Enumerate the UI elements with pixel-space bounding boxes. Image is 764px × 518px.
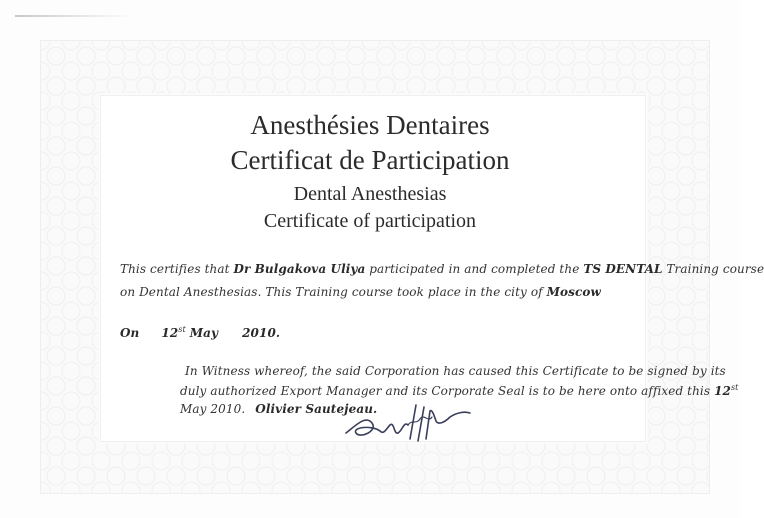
signer-name: Olivier Sautejeau. [255, 402, 378, 416]
witness-day-suffix: st [730, 383, 739, 392]
body-text: participated in and completed the [369, 262, 580, 276]
scan-edge-mark [15, 15, 135, 17]
witness-date: May 2010. [180, 402, 246, 416]
date-day-suffix: st [178, 325, 186, 334]
date-year: 2010. [242, 326, 281, 340]
witness-text: duly authorized Export Manager and its Corporate Seal is to be here onto affixed this [180, 384, 711, 398]
participant-name: Dr Bulgakova Uliya [233, 262, 366, 276]
witness-day: 12 [714, 384, 731, 398]
date-month: May [189, 326, 219, 340]
title-en: Dental Anesthesias [293, 183, 447, 205]
body-line-2 [120, 285, 601, 299]
date-on-label: On [120, 326, 140, 340]
body-text: Training course [666, 262, 764, 276]
title-fr: Anesthésies Dentaires [250, 110, 490, 140]
date-line [120, 325, 280, 340]
body-line-1 [120, 262, 764, 276]
witness-line-1: In Witness whereof, the said Corporation has caused this Certificate to be signed by its [185, 364, 726, 378]
company-name: TS DENTAL [583, 262, 663, 276]
handwritten-signature [338, 395, 478, 455]
body-text: on Dental Anesthesias. This Training course took place in the city of [120, 285, 543, 299]
date-day: 12 [161, 326, 179, 340]
body-text: This certifies that [120, 262, 230, 276]
city-name: Moscow [546, 285, 601, 299]
subtitle-en: Certificate of participation [263, 210, 477, 232]
subtitle-fr: Certificat de Participation [230, 145, 510, 175]
